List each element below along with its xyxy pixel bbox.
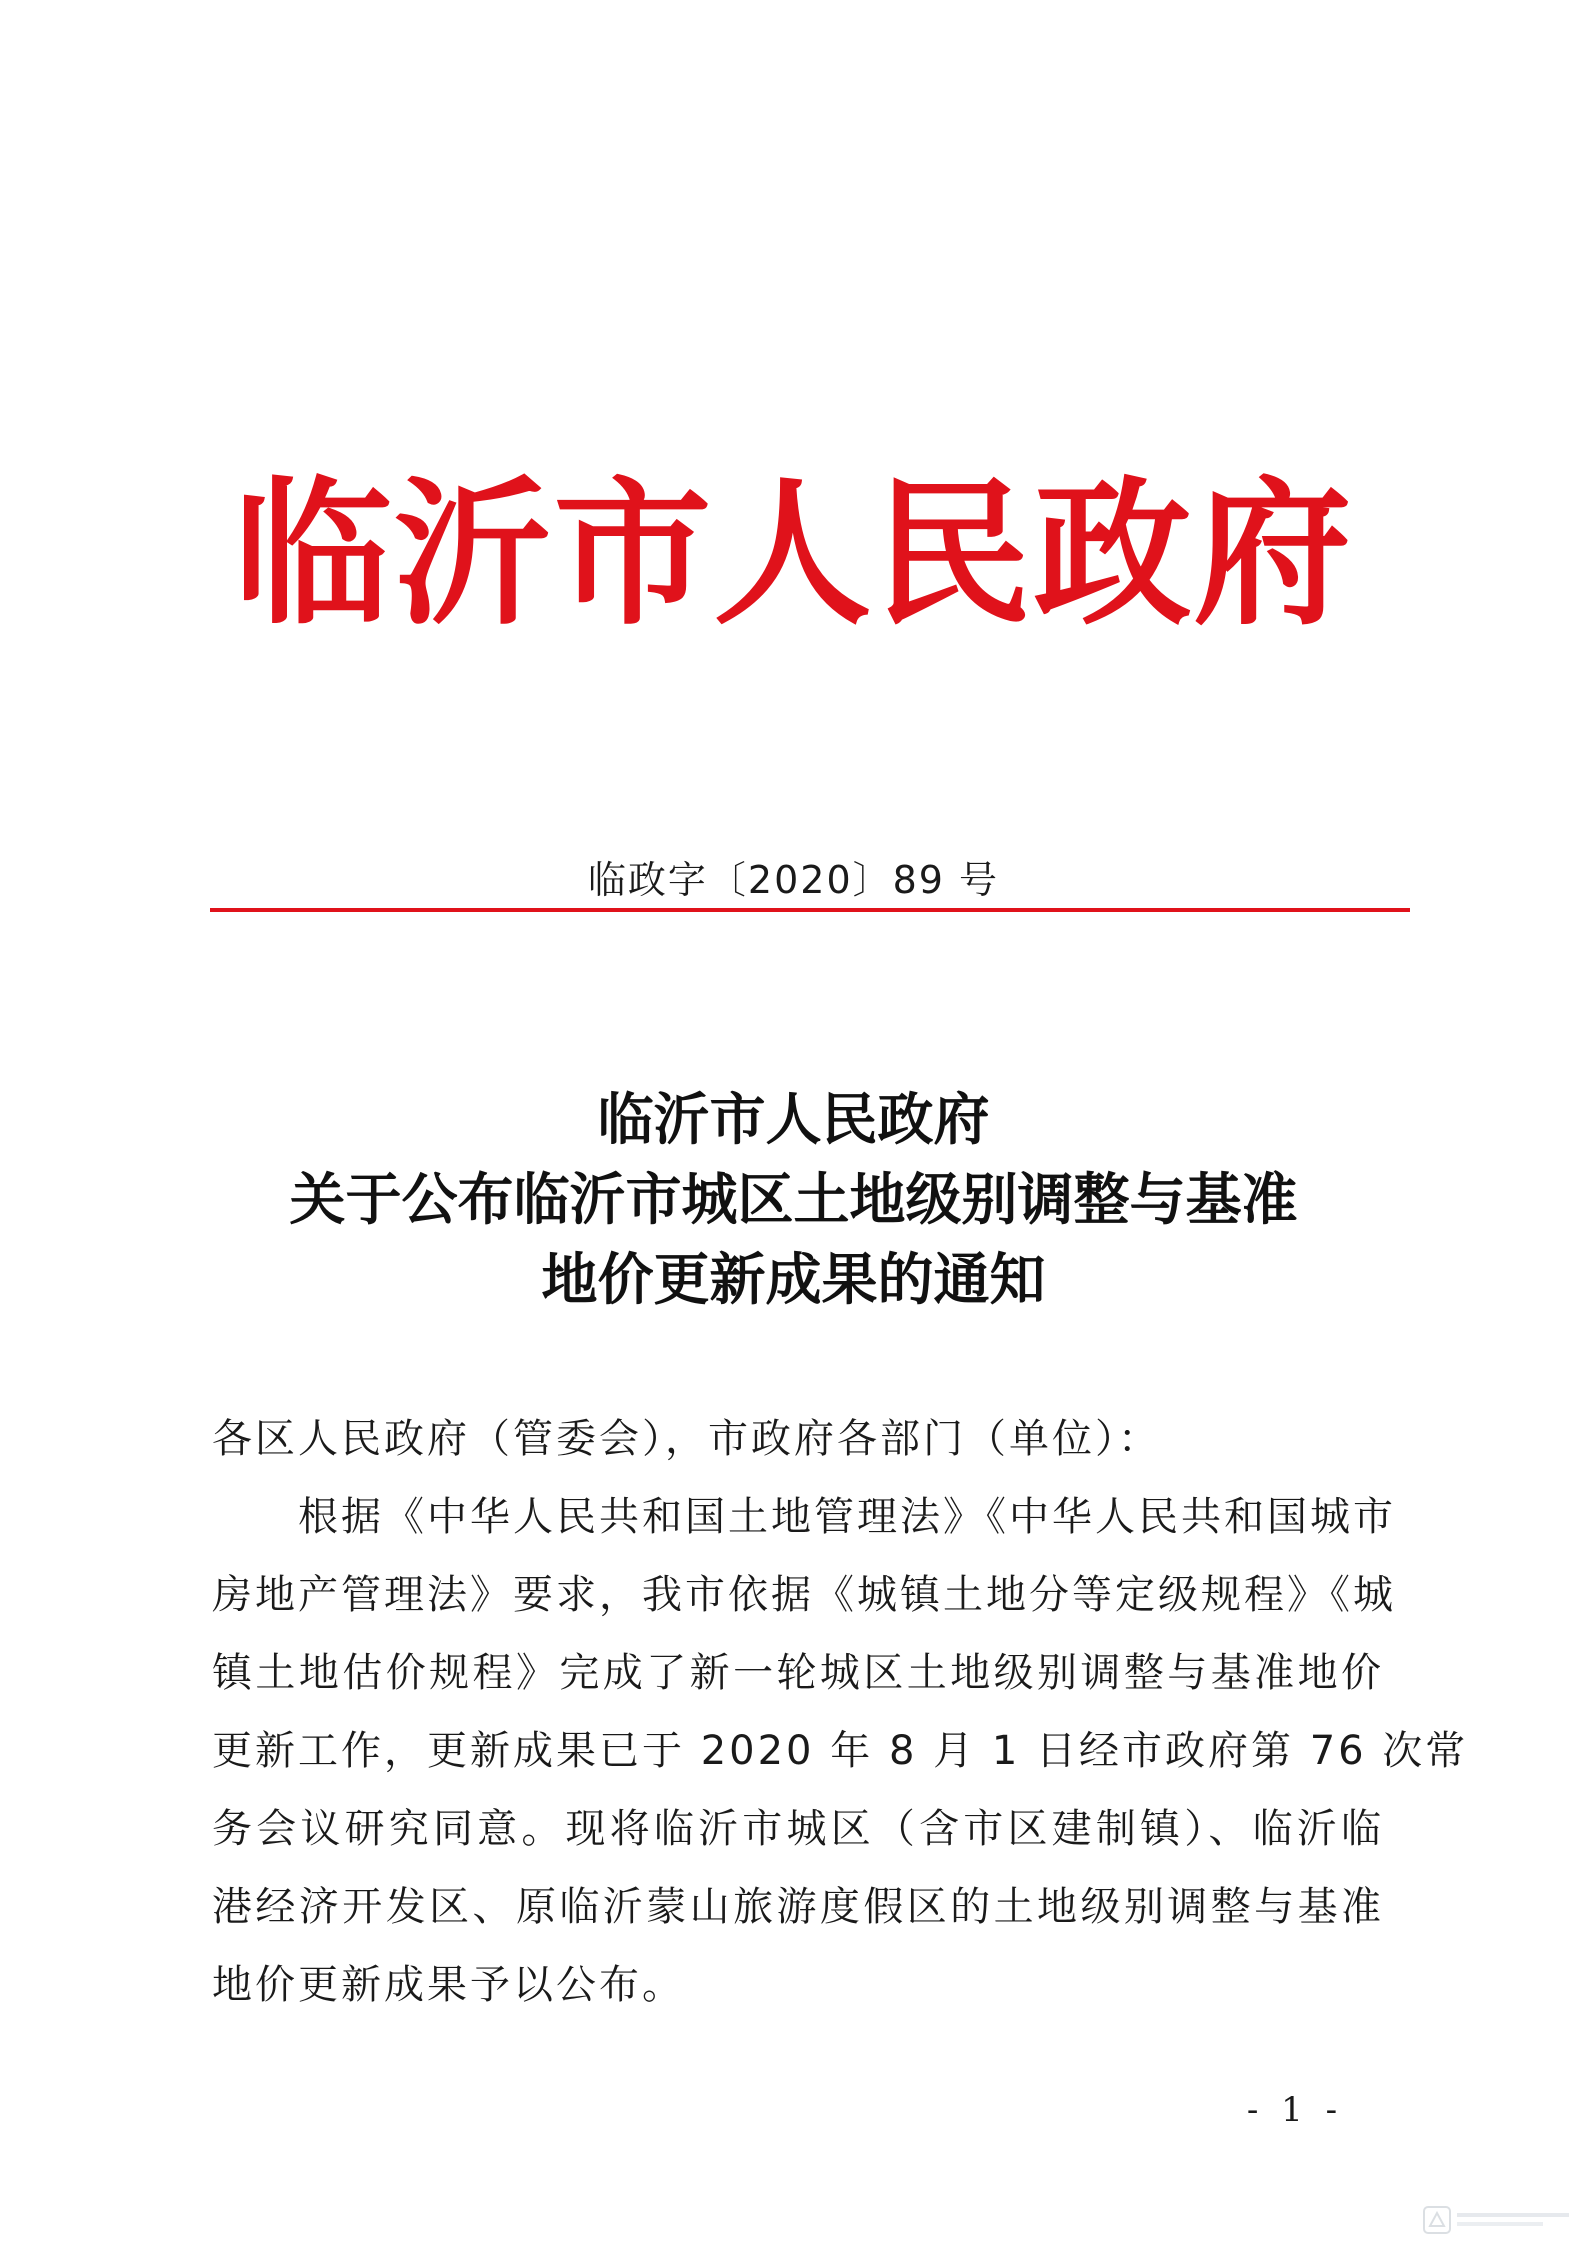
watermark-logo [1423,2203,1573,2237]
title-line-1: 临沂市人民政府 [597,1087,990,1153]
body-line: 更新工作，更新成果已于 2020 年 8 月 1 日经市政府第 76 次常 [212,1728,1469,1774]
body-line: 根据《中华人民共和国土地管理法》《中华人民共和国城市 [298,1494,1396,1540]
title-line-3: 地价更新成果的通知 [541,1247,1046,1313]
salutation: 各区人民政府（管委会），市政府各部门（单位）： [212,1416,1161,1462]
page-number: - 1 - [1246,2090,1344,2130]
body-line: 镇土地估价规程》完成了新一轮城区土地级别调整与基准地价 [212,1650,1384,1696]
body-line: 港经济开发区、原临沂蒙山旅游度假区的土地级别调整与基准 [212,1884,1384,1930]
body-line: 务会议研究同意。现将临沂市城区（含市区建制镇）、临沂临 [212,1806,1384,1852]
body-paragraph [212,1478,1469,2024]
body-line: 房地产管理法》要求，我市依据《城镇土地分等定级规程》《城 [212,1572,1396,1618]
letterhead-issuer: 临沂市人民政府 [233,462,1354,647]
title-line-2: 关于公布临沂市城区土地级别调整与基准 [289,1167,1298,1233]
red-divider-rule [210,908,1410,912]
body-line: 地价更新成果予以公布。 [212,1962,685,2008]
document-title [0,1080,1587,1320]
document-number: 临政字〔2020〕89 号 [587,858,1000,902]
